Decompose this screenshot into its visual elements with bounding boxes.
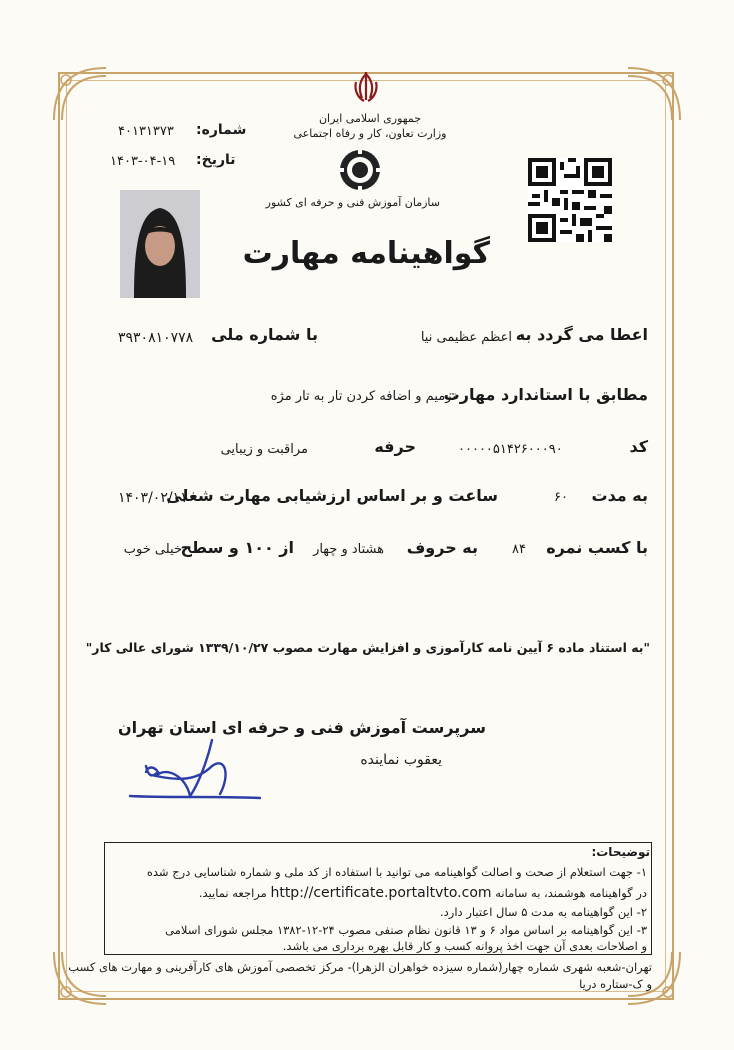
note-line-2b: مراجعه نمایید. — [198, 886, 267, 900]
standard-label: مطابق با استاندارد مهارت — [443, 385, 648, 404]
corner-ornament-icon — [50, 64, 110, 124]
holder-name: اعظم عظیمی نیا — [420, 330, 512, 345]
certificate-title: گواهینامه مهارت — [242, 236, 490, 271]
level-value: خیلی خوب — [123, 542, 182, 557]
letters-label: به حروف — [406, 538, 478, 557]
signature-mark — [126, 736, 266, 808]
footer-line-2: و ک-ستاره دریا — [579, 977, 652, 991]
national-id-value: ۳۹۳۰۸۱۰۷۷۸ — [118, 330, 194, 346]
score-label: با کسب نمره — [546, 538, 648, 557]
duration-label: به مدت — [591, 486, 648, 505]
note-line-1: ۱- جهت استعلام از صحت و اصالت گواهینامه می توانید با استفاده از کد ملی و شماره شناسایی درج شده — [146, 865, 647, 879]
of-label: از ۱۰۰ و سطح — [180, 538, 294, 557]
note-line-5: و اصلاحات بعدی آن جهت اخذ پروانه کسب و کار قابل بهره برداری می باشد. — [282, 939, 647, 953]
trade-label: حرفه — [374, 437, 416, 456]
note-line-2 — [199, 885, 647, 901]
number-value: ۴۰۱۳۱۳۷۳ — [118, 124, 174, 139]
exam-date-value: ۱۴۰۳/۰۲/۱۱ — [118, 490, 188, 506]
number-label: شماره: — [196, 122, 247, 138]
national-id-label: با شماره ملی — [211, 325, 318, 344]
date-value: ۱۴۰۳-۰۴-۱۹ — [110, 154, 176, 169]
signer-title: سرپرست آموزش فنی و حرفه ای استان تهران — [117, 718, 486, 737]
score-letters-value: هشتاد و چهار — [313, 542, 384, 557]
score-value: ۸۴ — [512, 542, 526, 557]
trade-value: مراقبت و زیبایی — [220, 442, 308, 457]
tvto-logo-icon — [338, 148, 382, 192]
holder-photo — [120, 190, 200, 298]
note-line-4: ۳- این گواهینامه بر اساس مواد ۶ و ۱۳ قانون نظام صنفی مصوب ۲۴-۱۲-۱۳۸۲ مجلس شورای اسلامی — [165, 923, 647, 937]
hours-label: ساعت و بر اساس ارزشیابی مهارت شغلی — [166, 486, 498, 505]
footer-line-1: تهران-شعبه شهری شماره چهار(شماره سیزده خواهران الزهرا)- مرکز تخصصی آموزش های کارآفرینی و مهارت های کسب — [68, 960, 652, 974]
standard-value: ترمیم و اضافه کردن تار به تار مژه — [270, 389, 456, 404]
date-label: تاریخ: — [196, 152, 236, 168]
code-label: کد — [629, 437, 648, 456]
note-line-2a: در گواهینامه هوشمند، به سامانه — [495, 886, 647, 900]
granted-label: اعطا می گردد به — [515, 325, 648, 344]
code-value: ۰۰۰۰۰۵۱۴۲۶۰۰۰۹۰ — [458, 442, 563, 457]
iran-emblem-icon — [346, 68, 386, 108]
signer-name: یعقوب نماینده — [360, 752, 442, 768]
header-organization: سازمان آموزش فنی و حرفه ای کشور — [265, 196, 440, 209]
header-country: جمهوری اسلامی ایران — [318, 112, 422, 125]
header-ministry: وزارت تعاون، کار و رفاه اجتماعی — [293, 127, 447, 140]
corner-ornament-icon — [624, 64, 684, 124]
duration-value: ۶۰ — [554, 490, 568, 505]
notes-heading: توضیحات: — [591, 845, 650, 859]
certificate-url-link[interactable]: http://certificate.portaltvto.com — [270, 885, 492, 901]
qr-code[interactable] — [528, 158, 612, 242]
notes-box — [104, 842, 652, 955]
note-line-3: ۲- این گواهینامه به مدت ۵ سال اعتبار دارد. — [440, 905, 647, 919]
legal-basis: "به استناد ماده ۶ آیین نامه کارآموزی و افزایش مهارت مصوب ۱۳۳۹/۱۰/۲۷ شورای عالی کار" — [85, 640, 650, 655]
